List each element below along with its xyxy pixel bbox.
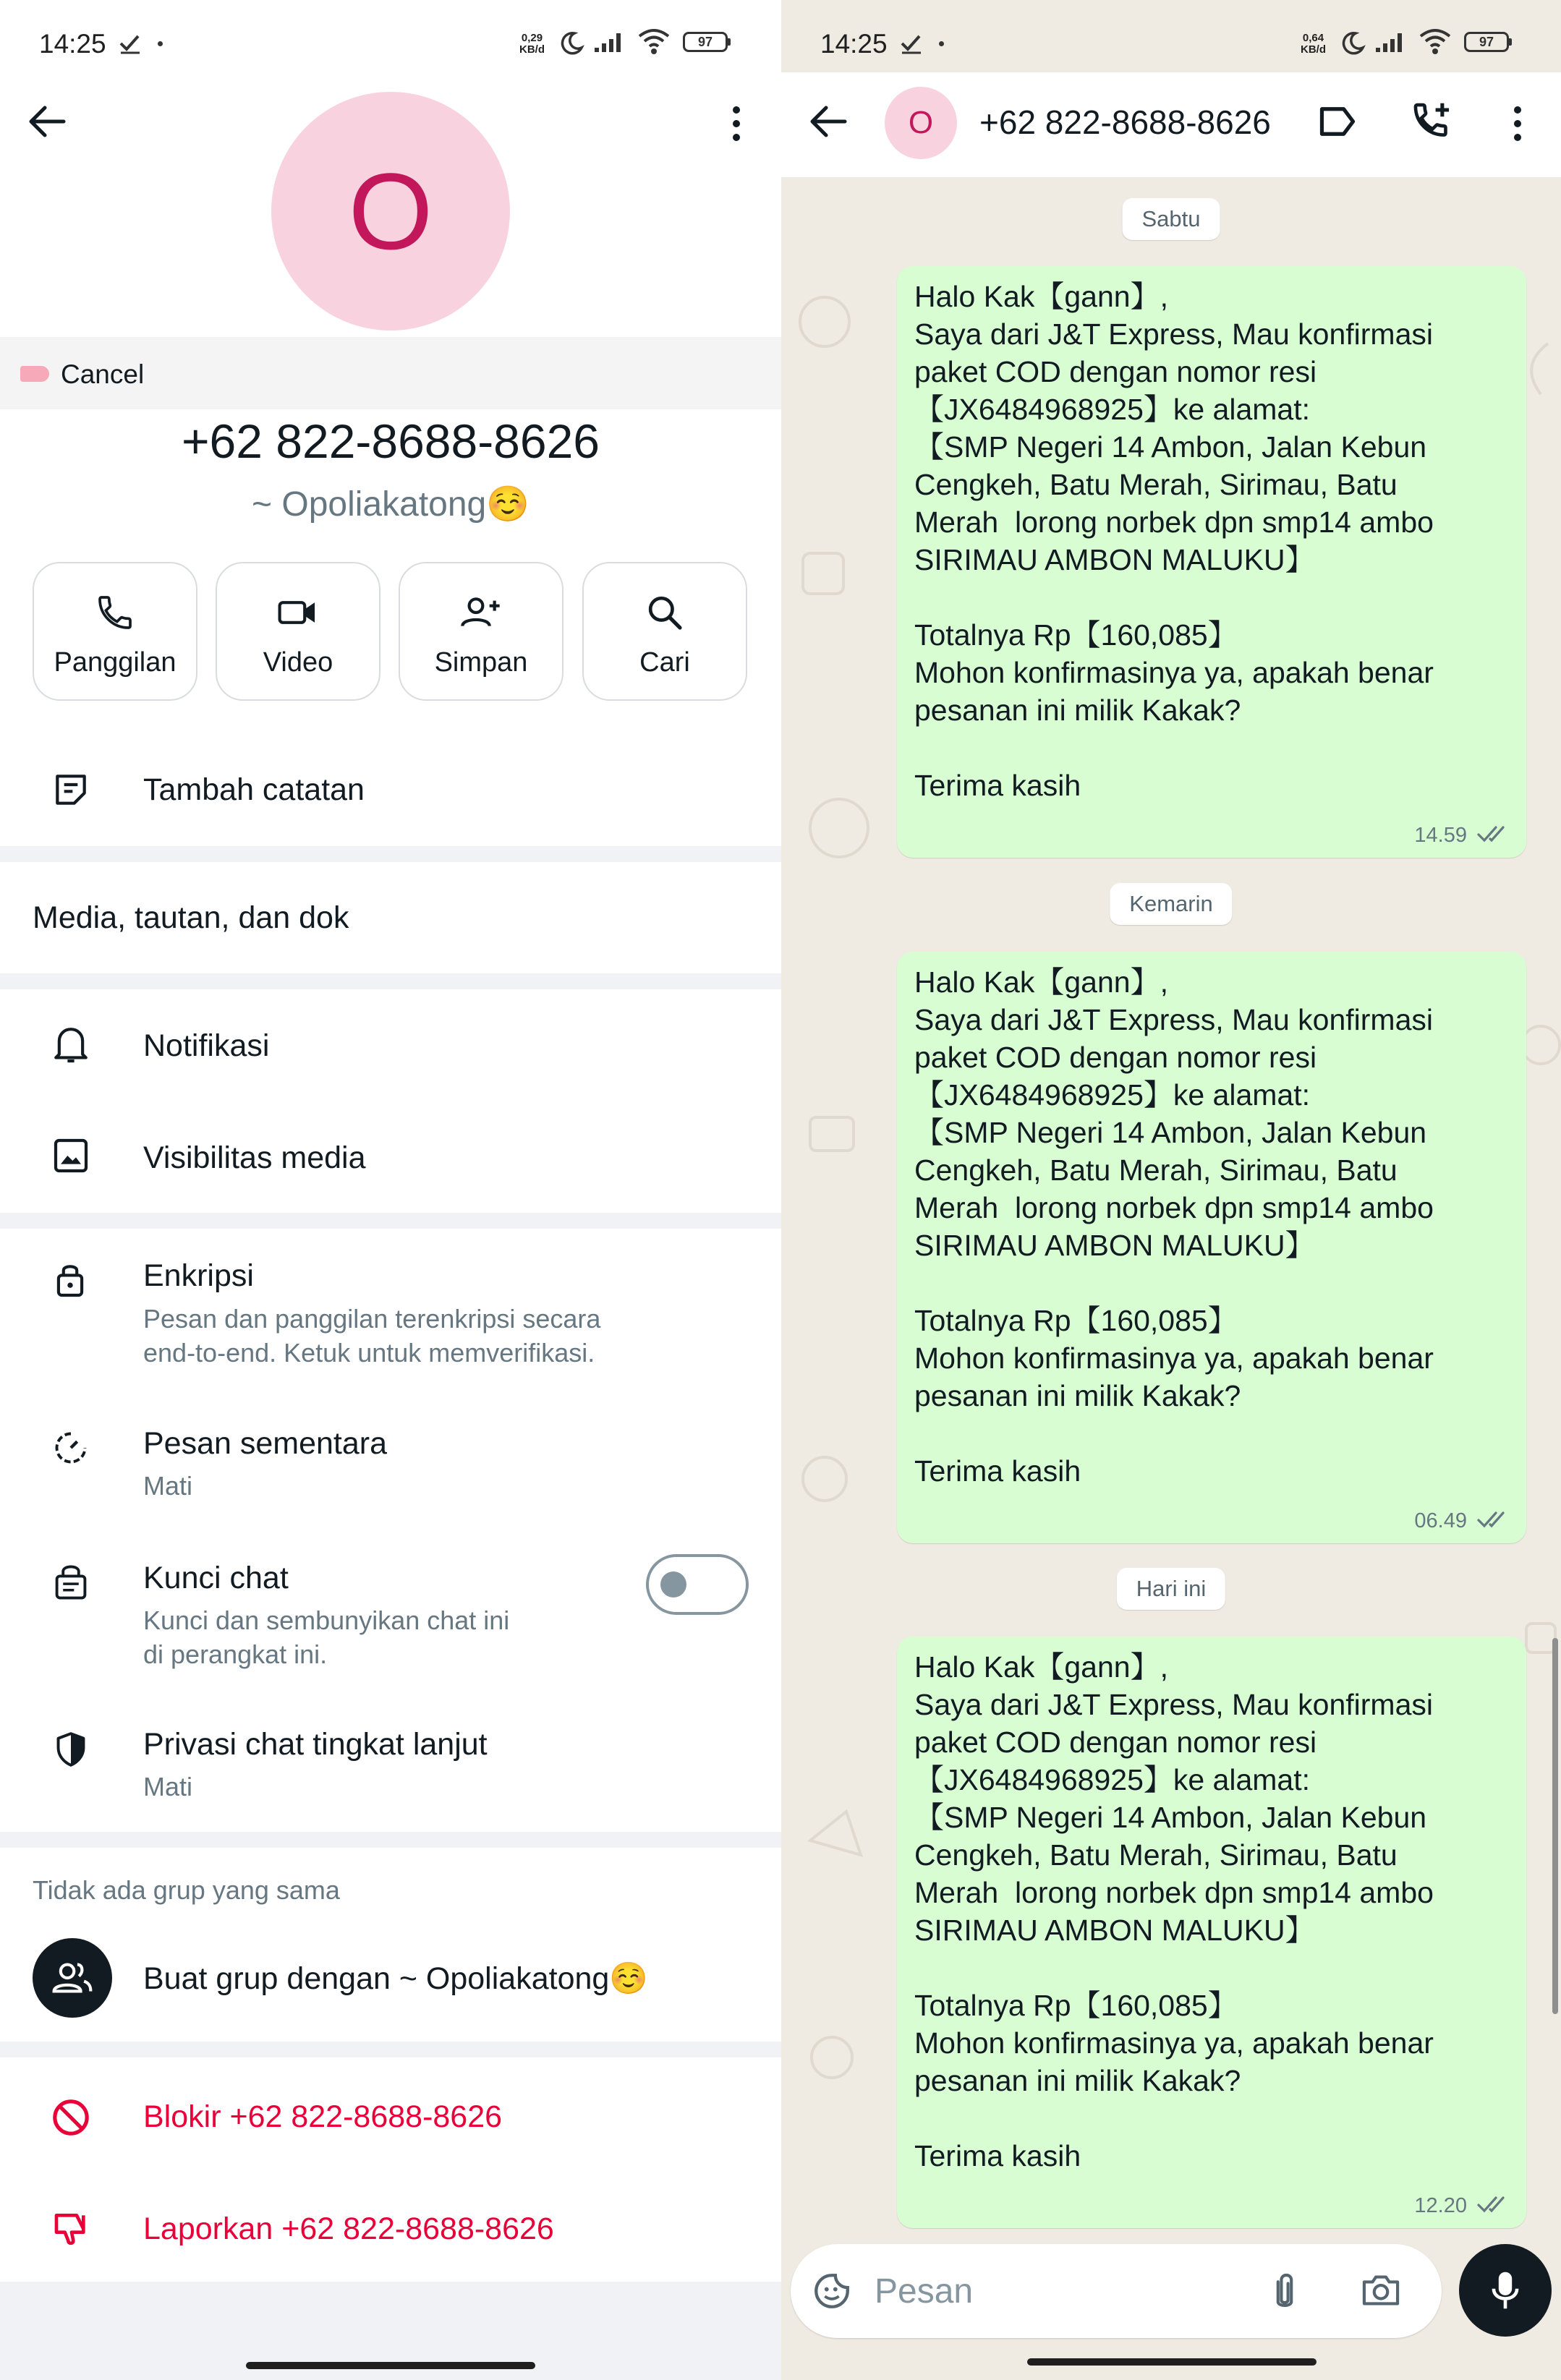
section-divider <box>0 2042 781 2057</box>
chat-title[interactable]: +62 822-8688-8626 <box>979 103 1271 141</box>
home-indicator[interactable] <box>1027 2358 1317 2366</box>
message-text: Halo Kak【gann】, Saya dari J&T Express, Mau konfirmasi paket COD dengan nomor resi 【JX6484968925】ke alamat: 【SMP Negeri 14 Ambon, Jalan Kebun Cengkeh, Batu Merah, Sirimau, Batu Merah lorong norbek dpn smp14 ambo SIRIMAU AMBON MALUKU】 Totalnya Rp【160,085】 Mohon konfirmasinya ya, apakah benar pesanan ini milik Kakak? Terima kasih <box>914 965 1434 1488</box>
section-divider <box>0 973 781 989</box>
message-bubble[interactable] <box>897 1637 1526 2228</box>
battery-icon: 97 <box>683 32 728 52</box>
chat-panel <box>781 0 1561 2380</box>
label-name: Cancel <box>61 359 145 389</box>
toggle-knob <box>660 1571 686 1598</box>
contact-phone: +62 822-8688-8626 <box>181 414 600 468</box>
check-icon <box>118 32 144 55</box>
search-icon <box>584 592 746 633</box>
back-arrow-icon[interactable] <box>26 103 68 140</box>
contact-avatar[interactable]: O <box>271 92 510 330</box>
note-icon <box>51 769 91 810</box>
double-check-icon <box>1477 823 1513 845</box>
do-not-disturb-icon <box>558 30 584 56</box>
encryption-title: Enkripsi <box>143 1258 254 1293</box>
lock-icon <box>54 1258 87 1299</box>
network-speed: 0,64 KB/d <box>1301 32 1326 56</box>
check-icon <box>899 32 925 55</box>
section-divider <box>0 846 781 862</box>
double-check-icon <box>1477 2193 1513 2215</box>
add-note-row[interactable] <box>0 748 781 846</box>
group-avatar <box>33 1938 112 2018</box>
chat-avatar[interactable]: O <box>885 87 957 159</box>
signal-icon <box>593 30 626 54</box>
notification-dot-icon <box>158 41 163 46</box>
disappearing-value: Mati <box>143 1471 193 1501</box>
battery-tip <box>728 38 731 46</box>
message-text: Halo Kak【gann】, Saya dari J&T Express, Mau konfirmasi paket COD dengan nomor resi 【JX6484968925】ke alamat: 【SMP Negeri 14 Ambon, Jalan Kebun Cengkeh, Batu Merah, Sirimau, Batu Merah lorong norbek dpn smp14 ambo SIRIMAU AMBON MALUKU】 Totalnya Rp【160,085】 Mohon konfirmasinya ya, apakah benar pesanan ini milik Kakak? Terima kasih <box>914 280 1434 802</box>
date-chip: Hari ini <box>1117 1568 1225 1610</box>
more-options-icon[interactable] <box>1509 105 1526 142</box>
call-button[interactable]: Panggilan <box>33 562 197 701</box>
group-icon <box>51 1958 94 1998</box>
sticker-icon[interactable] <box>811 2270 853 2312</box>
label-icon[interactable] <box>1317 103 1358 140</box>
phone-icon <box>34 592 196 633</box>
thumbs-down-icon <box>51 2209 93 2249</box>
add-person-icon <box>400 592 562 633</box>
media-visibility-label: Visibilitas media <box>143 1140 366 1175</box>
camera-icon[interactable] <box>1359 2270 1403 2311</box>
chat-lock-icon <box>52 1562 90 1603</box>
compose-bar[interactable] <box>791 2244 1442 2338</box>
battery-icon: 97 <box>1464 32 1509 52</box>
chat-lock-subtitle: Kunci dan sembunyikan chat ini di perangkat ini. <box>143 1605 510 1669</box>
shield-icon <box>54 1730 88 1769</box>
timer-icon <box>52 1429 90 1467</box>
bell-icon <box>51 1023 91 1066</box>
mic-button[interactable] <box>1459 2244 1552 2337</box>
message-bubble[interactable] <box>897 266 1526 858</box>
network-speed: 0,29 KB/d <box>519 32 545 56</box>
media-label: Media, tautan, dan dok <box>33 900 349 935</box>
chat-lock-toggle[interactable] <box>646 1554 749 1615</box>
report-label: Laporkan +62 822-8688-8626 <box>143 2211 554 2246</box>
message-bubble[interactable] <box>897 952 1526 1543</box>
wifi-icon <box>637 27 671 55</box>
disappearing-messages-row[interactable] <box>0 1399 781 1515</box>
mic-icon <box>1489 2268 1522 2313</box>
notifications-label: Notifikasi <box>143 1028 270 1063</box>
status-time: 14:25 <box>820 29 888 59</box>
attach-icon[interactable] <box>1268 2270 1301 2313</box>
more-options-icon[interactable] <box>728 105 745 142</box>
label-tag-icon <box>20 366 49 382</box>
battery-tip <box>1509 38 1512 46</box>
message-time: 12.20 <box>1414 2194 1467 2217</box>
create-group-label: Buat grup dengan ~ Opoliakatong☺️ <box>143 1961 648 1996</box>
message-text: Halo Kak【gann】, Saya dari J&T Express, Mau konfirmasi paket COD dengan nomor resi 【JX6484968925】ke alamat: 【SMP Negeri 14 Ambon, Jalan Kebun Cengkeh, Batu Merah, Sirimau, Batu Merah lorong norbek dpn smp14 ambo SIRIMAU AMBON MALUKU】 Totalnya Rp【160,085】 Mohon konfirmasinya ya, apakah benar pesanan ini milik Kakak? Terima kasih <box>914 1650 1434 2172</box>
double-check-icon <box>1477 1509 1513 1530</box>
groups-header: Tidak ada grup yang sama <box>33 1875 340 1905</box>
do-not-disturb-icon <box>1340 30 1366 56</box>
section-divider <box>0 1213 781 1229</box>
home-indicator[interactable] <box>246 2362 535 2369</box>
save-contact-button[interactable]: Simpan <box>399 562 563 701</box>
advanced-privacy-value: Mati <box>143 1772 193 1801</box>
status-time: 14:25 <box>39 29 106 59</box>
add-call-icon[interactable] <box>1411 100 1454 142</box>
date-chip: Sabtu <box>1122 198 1220 240</box>
block-icon <box>51 2097 91 2138</box>
wifi-icon <box>1418 27 1452 55</box>
date-chip: Kemarin <box>1110 883 1232 925</box>
disappearing-title: Pesan sementara <box>143 1426 388 1461</box>
message-input[interactable]: Pesan <box>875 2272 974 2311</box>
encryption-subtitle: Pesan dan panggilan terenkripsi secara end-to-end. Ketuk untuk memverifikasi. <box>143 1304 601 1368</box>
scrollbar[interactable] <box>1552 1638 1558 2014</box>
image-icon <box>51 1135 91 1176</box>
advanced-privacy-title: Privasi chat tingkat lanjut <box>143 1727 488 1762</box>
add-note-label: Tambah catatan <box>143 772 365 807</box>
chat-lock-title: Kunci chat <box>143 1561 289 1595</box>
message-time: 06.49 <box>1414 1509 1467 1532</box>
section-divider <box>0 1832 781 1848</box>
notifications-row[interactable] <box>0 991 781 1099</box>
notification-dot-icon <box>939 41 944 46</box>
contact-name: ~ Opoliakatong☺️ <box>252 485 529 524</box>
search-button[interactable]: Cari <box>582 562 747 701</box>
message-time: 14.59 <box>1414 824 1467 847</box>
video-camera-icon <box>217 592 379 633</box>
signal-icon <box>1374 30 1408 54</box>
back-arrow-icon[interactable] <box>807 103 849 140</box>
block-label: Blokir +62 822-8688-8626 <box>143 2099 503 2134</box>
media-visibility-row[interactable] <box>0 1103 781 1211</box>
video-call-button[interactable]: Video <box>216 562 380 701</box>
